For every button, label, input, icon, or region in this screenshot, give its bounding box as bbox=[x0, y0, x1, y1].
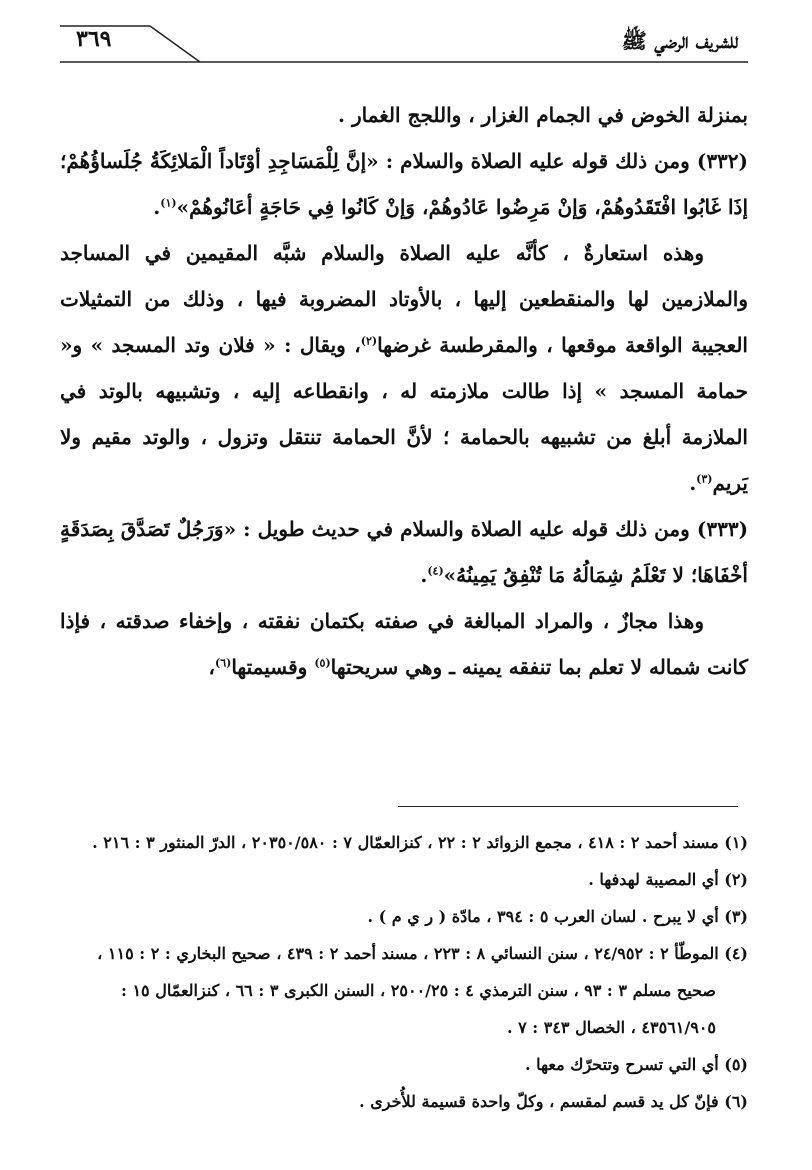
footnote-5: (٥) أي التي تسرح وتتحرّك معها . bbox=[525, 1055, 748, 1074]
entry-332 bbox=[60, 138, 748, 230]
explanation-text: وهذا مجازٌ ، والمراد المبالغة في صفته بكتمان نفقته ، وإخفاء صدقته ، فإذا كانت شماله لا تعلم بما تنفقه يمينه ـ وهي سريحتها bbox=[60, 609, 748, 679]
punctuation: ، bbox=[208, 655, 215, 679]
text-line: بمنزلة الخوض في الجمام الغزار ، واللجج الغمار . bbox=[338, 103, 748, 127]
punctuation: . bbox=[420, 563, 428, 587]
explanation-text: وقسيمتها bbox=[231, 655, 308, 679]
entry-number: (٣٣٣) bbox=[696, 517, 749, 541]
entry-intro: ومن ذلك قوله عليه الصلاة والسلام : bbox=[385, 149, 690, 173]
page-number: ٣٦٩ bbox=[76, 26, 112, 52]
header-title: للشريف الرضي ﷺ bbox=[621, 28, 738, 53]
footnote-6: (٦) فإنّ كل يد قسم لمقسم ، وكلّ واحدة قسيمة للأُخرى . bbox=[359, 1092, 748, 1111]
explanation-333 bbox=[60, 598, 748, 690]
footnote-3: (٣) أي لا يبرح . لسان العرب ٥ : ٣٩٤ ، مادّة ( ر ي م ) . bbox=[367, 907, 748, 926]
footnote-2: (٢) أي المصيبة لهدفها . bbox=[588, 870, 748, 889]
footnote-1: (١) مسند أحمد ٢ : ٤١٨ ، مجمع الزوائد ٢ : ٢٢ ، كنزالعمّال ٧ : ٢٠٣٥٠/٥٨٠ ، الدرّ المنثور ٣ : ٢١٦ . bbox=[92, 833, 748, 852]
footnote-ref: (١) bbox=[160, 196, 177, 210]
punctuation: . bbox=[153, 195, 161, 219]
hadith-quote: «إنَّ لِلْمَسَاجِدِ أوْتَاداً الْمَلائِكَةُ جُلَساؤُهُمْ؛ إذَا غَابُوا افْتَقَدُوهُمْ، وَإنْ مَرِضُوا عَادُوهُمْ، وَإنْ كَانُوا فِي حَاجَةٍ أعَانُوهُمْ» bbox=[60, 149, 748, 219]
entry-333 bbox=[60, 506, 748, 598]
footnote-4-continued: صحيح مسلم ٣ : ٩٣ ، سنن الترمذي ٤ : ٢٥٠٠/٢٥ ، السنن الكبرى ٣ : ٦٦ ، كنزالعمّال ١٥ : bbox=[120, 981, 716, 1000]
footnote-ref: (٥) bbox=[314, 656, 331, 670]
hadith-quote: «وَرَجُلٌ تَصَدَّقَ بِصَدَقَةٍ أخْفَاهَا؛ لا تَعْلَمُ شِمَالُهُ مَا تُنْفِقُ يَمِينُهُ» bbox=[60, 517, 748, 587]
explanation-332 bbox=[60, 230, 748, 506]
footnote-4-continued: ٤٣٥٦١/٩٠٥ ، الخصال ٣٤٣ : ٧ . bbox=[506, 1018, 716, 1037]
footnotes bbox=[60, 824, 748, 1120]
footnote-ref: (٤) bbox=[427, 564, 444, 578]
explanation-text: وهذه استعارةٌ ، كأنَّه عليه الصلاة والسلام شبَّه المقيمين في المساجد والملازمين لها والمنقطعين إليها ، بالأوتاد المضروبة فيها ، وذلك من التمثيلات العجيبة الواقعة موقعها ، والمقرطسة غرضها bbox=[60, 241, 748, 357]
footnote-ref: (٢) bbox=[360, 334, 378, 348]
main-text bbox=[60, 92, 748, 690]
continuation-line bbox=[60, 92, 748, 138]
entry-intro: ومن ذلك قوله عليه الصلاة والسلام في حديث طويل : bbox=[243, 517, 690, 541]
footnote-ref: (٣) bbox=[696, 472, 713, 486]
running-header bbox=[0, 8, 812, 78]
punctuation: . bbox=[689, 471, 697, 495]
footnote-ref: (٦) bbox=[214, 656, 232, 670]
explanation-text: ، ويقال : « فلان وتد المسجد » و« حمامة المسجد » إذا طالت ملازمته له ، وانقطاعه إليه ، وتشبيهه بالوتد في الملازمة أبلغ من تشبيهه بالحمامة ؛ لأنَّ الحمامة تنتقل وتزول ، والوتد مقيم ولا يَريم bbox=[60, 333, 748, 495]
entry-number: (٣٣٢) bbox=[696, 149, 749, 173]
footnote-4: (٤) الموطّأ ٢ : ٢٤/٩٥٢ ، سنن النسائي ٨ : ٢٢٣ ، مسند أحمد ٢ : ٤٣٩ ، صحيح البخاري : ٢ : ١١٥ ، bbox=[97, 944, 748, 963]
footnote-divider bbox=[398, 806, 738, 807]
